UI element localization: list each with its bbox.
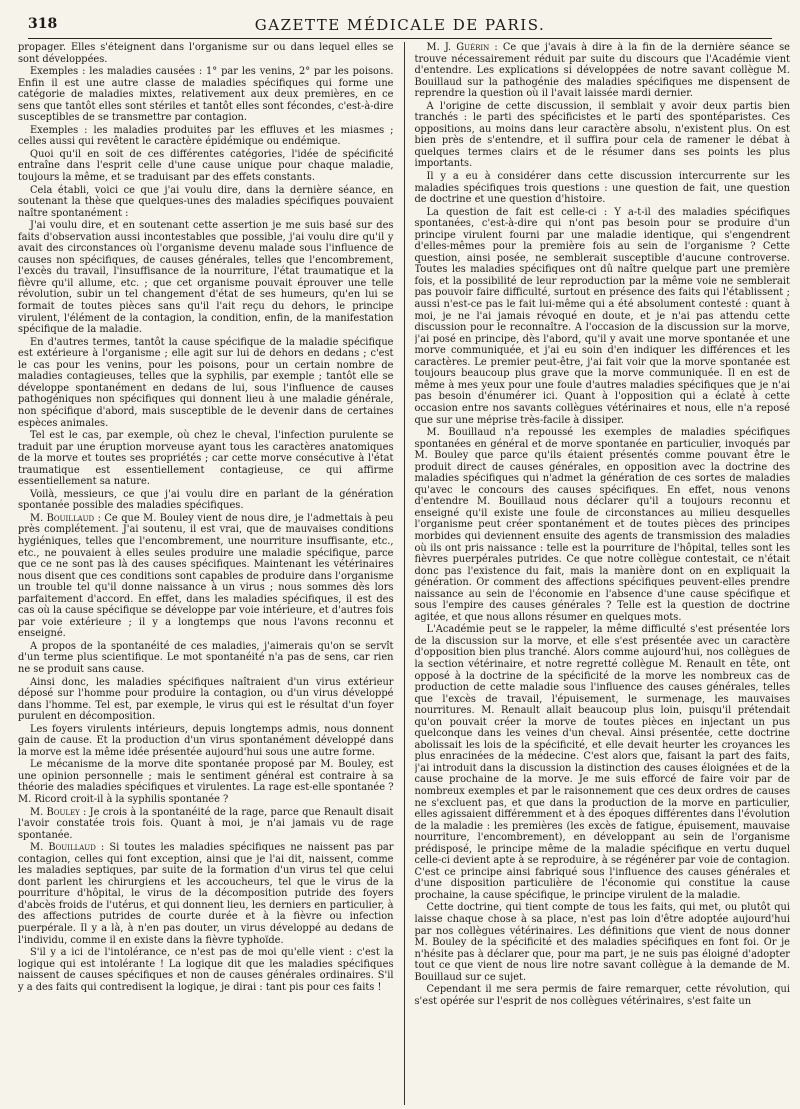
paragraph [18,430,394,488]
right-column [415,42,791,1105]
paragraph-text: L'Académie peut se le rappeler, la même difficulté s'est présentée lors de la discussion sur la morve, et elle s'est présentée avec un caractère d'opposition bien plus tranché. Alors comme aujourd'hui, nos collègues de la section vétérinaire, et notre regretté collègue M. Renault en tête, ont opposé à la doctrine de la spécificité de la morve les nombreux cas de production de cette maladie sous l'influence des causes générales, telles que l'excès de travail, l'épuisement, le surmenage, les mauvaises nourritures. M. Renault allait beaucoup plus loin, puisqu'il prétendait qu'on pouvait créer la morve de toutes pièces en injectant un pus quelconque dans les veines d'un cheval. Ainsi présentée, cette doctrine abolissait les lois de la spécificité, et elle devait heurter les croyances les plus enracinées de la médecine. C'est alors que, faisant la part des faits, j'ai introduit dans la discussion la distinction des causes éloignées et de la cause prochaine de la morve. Je me suis efforcé de faire voir par de nombreux exemples et par le raisonnement que ces deux ordres de causes ne s'excluent pas, et que dans la production de la morve en particulier, elles agissaient différemment et à des époques différentes dans l'évolution de la maladie : les premières (les excès de fatigue, épuisement, mauvaise nourriture, l'encombrement), en développant au sein de l'organisme prédisposé, le principe même de la maladie spécifique en vertu duquel celle-ci devient apte à se reproduire, à se régénérer par voie de contagion. C'est ce principe ainsi fabriqué sous l'influence des causes générales et d'une disposition particulière de l'économie qui constitue la cause prochaine, la cause spécifique, le principe virulent de la maladie. [414,624,790,901]
page-header [20,10,780,36]
paragraph [18,337,394,429]
paragraph-text: M. Bouillaud n'a repoussé les exemples de maladies spécifiques spontanées en général et de morve spontanée en particulier, invoqués par M. Bouley que parce qu'ils étaient présentés comme pouvant être le produit direct de causes générales, en opposition avec la doctrine des maladies spécifiques qui n'admet la génération de ces sortes de maladies qu'avec le concours des causes spécifiques. En effet, nous venons d'entendre M. Bouillaud nous déclarer qu'il a toujours reconnu et enseigné qu'il existe une foule de circonstances au milieu desquelles l'organisme peut créer spontanément et de toutes pièces des principes morbides qui deviennent ensuite des agents de transmission des maladies où ils ont pris naissance : telle est la pourriture de l'hôpital, telles sont les fièvres puerpérales putrides. Ce que notre collègue contestait, ce n'était donc pas l'existence du fait, mais la manière dont on en expliquait la génération. Or comment des affections spécifiques peuvent-elles prendre naissance au sein de l'économie en l'absence d'une cause spécifique et sous l'empire des causes générales ? Telle est la question de doctrine agitée, et que nous allons résumer en quelques mots. [414,427,790,623]
paragraph [415,427,791,623]
paragraph [415,624,791,901]
paragraph-text: : Je crois à la spontanéité de la rage, parce que Renault disait l'avoir constatée trois fois. Quant à moi, je n'ai jamais vu de rage spontanée. [18,806,394,841]
speaker-name: M. Bouillaud [30,512,95,524]
left-column [18,42,394,1105]
paragraph [18,842,394,946]
paragraph [18,724,394,759]
paragraph [18,947,394,993]
paragraph-text: A propos de la spontanéité de ces maladies, j'aimerais qu'on se servît d'un terme plus scientifique. Le mot spontanéité n'a pas de sens, car rien ne se produit sans cause. [18,640,394,675]
paragraph [18,513,394,640]
paragraph-text: Le mécanisme de la morve dite spontanée proposé par M. Bouley, est une opinion personnelle ; mais le sentiment général est contraire à sa théorie des maladies spécifiques et virulentes. La rage est-elle spontanée ? M. Ricord croit-il à la syphilis spontanée ? [18,759,394,805]
paragraph-text: Voilà, messieurs, ce que j'ai voulu dire en parlant de la génération spontanée possible des maladies spécifiques. [18,488,394,512]
paragraph [18,42,394,65]
paragraph-text: Cette doctrine, qui tient compte de tous les faits, qui met, ou plutôt qui laisse chaque chose à sa place, n'est pas loin d'être adoptée aujourd'hui par nos collègues vétérinaires. Les définitions que vient de nous donner M. Bouley de la spécificité et des maladies spécifiques en font foi. Or je n'hésite pas à déclarer que, pour ma part, je ne suis pas éloigné d'adopter tout ce que vient de nous lire notre savant collègue à la demande de M. Bouillaud sur ce sujet. [414,902,790,983]
paragraph [18,66,394,124]
paragraph [415,101,791,170]
paragraph [18,807,394,842]
paragraph [18,641,394,676]
paragraph-text: Exemples : les maladies produites par les effluves et les miasmes ; celles aussi qui revêtent le caractère épidémique ou endémique. [18,124,394,148]
paragraph-text: Cependant il me sera permis de faire remarquer, cette révolution, qui s'est opérée sur l'esprit de nos collègues vétérinaires, s'est faite un [414,984,790,1007]
paragraph-text: Tel est le cas, par exemple, où chez le cheval, l'infection purulente se traduit par une éruption morveuse ayant tous les caractères anatomiques de la morve et toutes ses propriétés ; car cette morve consécutive à l'état traumatique est essentiellement contagieuse, ce qui affirme essentiellement sa nature. [18,430,394,488]
paragraph [18,185,394,220]
column-divider [404,42,405,1105]
paragraph-text: En d'autres termes, tantôt la cause spécifique de la maladie spécifique est extérieure à l'organisme ; elle agit sur lui de dehors en dedans ; c'est le cas pour les venins, pour les poisons, pour un certain nombre de maladies contagieuses, telles que la syphilis, par exemple ; tantôt elle se développe spontanément en dedans de lui, sous l'influence de causes pathogéniques non spécifiques qui donnent lieu à une maladie générale, non spécifique d'abord, mais susceptible de le devenir dans de certaines espèces animales. [18,336,394,429]
paragraph-text: Exemples : les maladies causées : 1° par les venins, 2° par les poisons. Enfin il est une autre classe de maladies spécifiques qui forme une catégorie de maladies mixtes, relativement aux deux premières, en ce sens que tantôt elles sont stériles et tantôt elles sont fécondes, c'est-à-dire susceptibles de se transmettre par contagion. [18,66,394,124]
speaker-name: M. J. Guérin [426,42,490,53]
paragraph [18,220,394,335]
paragraph-text: A l'origine de cette discussion, il semblait y avoir deux partis bien tranchés : le parti des spécificistes et le parti des spontéparistes. Ces oppositions, au moins dans leur caractère absolu, n'existent plus. On est bien près de s'entendre, et il suffira pour cela de ramener le débat à quelques termes clairs et de le résumer dans ses points les plus importants. [414,100,790,170]
paragraph [415,207,791,426]
paragraph-text: : Si toutes les maladies spécifiques ne naissent pas par contagion, celles qui font exception, ainsi que je l'ai dit, naissent, comme les maladies septiques, par suite de la formation d'un virus tel que celui dont parlent les chirurgiens et les accoucheurs, tel que le virus de la pourriture d'hôpital, le virus de la décomposition putride des foyers d'abcès froids de l'utérus, et qui donnent lieu, les derniers en particulier, à des affections putrides de courte durée et à la fièvre ou infection puerpérale. Il y a là, à n'en pas douter, un virus développé au dedans de l'individu, comme il en existe dans la fièvre typhoïde. [18,842,394,946]
paragraph [415,902,791,983]
paragraph [18,677,394,723]
paragraph-text: : Ce que j'avais à dire à la fin de la dernière séance se trouve nécessairement réduit par suite du discours que l'Académie vient d'entendre. Les explications si développées de notre savant collègue M. Bouillaud sur la pathogénie des maladies spécifiques me dispensent de reprendre la question où il l'avait laissée mardi dernier. [414,42,790,100]
paragraph-text: Les foyers virulents intérieurs, depuis longtemps admis, nous donnent gain de cause. Et la production d'un virus spontanément développé dans la morve est la même idée présentée aujourd'hui sous une autre forme. [18,723,394,758]
paragraph [415,984,791,1007]
paragraph-text: Il y a eu à considérer dans cette discussion intercurrente sur les maladies spécifiques trois questions : une question de fait, une question de doctrine et une question d'histoire. [414,171,790,206]
paragraph-text: propager. Elles s'éteignent dans l'organisme sur ou dans lequel elles se sont développées. [18,42,394,65]
speaker-name: M. Bouley [30,806,80,818]
paragraph [415,171,791,206]
paragraph [18,759,394,805]
paragraph-text: S'il y a ici de l'intolérance, ce n'est pas de moi qu'elle vient : c'est la logique qui est intolérante ! La logique dit que les maladies spécifiques naissent de causes spécifiques et non de causes générales ordinaires. S'il y a des faits qui contredisent la logique, je dirai : tant pis pour ces faits ! [18,947,394,993]
paragraph-text: J'ai voulu dire, et en soutenant cette assertion je me suis basé sur des faits d'observation aussi incontestables que possible, j'ai voulu dire qu'il y avait des circonstances où l'organisme devenu malade sous l'influence de causes non spécifiques, de causes générales, telles que l'encombrement, l'excès du travail, l'insuffisance de la nourriture, l'état traumatique et la fièvre qu'il allume, etc. ; que cet organisme pouvait éprouver une telle révolution, subir un tel changement d'état de ses humeurs, qu'en lui se formait de toutes pièces sans qu'il l'ait reçu du dehors, le principe virulent, l'élément de la contagion, la condition, enfin, de la manifestation spécifique de la maladie. [18,220,394,336]
speaker-name: M. Bouillaud [30,842,96,854]
paragraph-text: Ainsi donc, les maladies spécifiques naîtraient d'un virus extérieur déposé sur l'homme pour produire la contagion, ou d'un virus développé dans l'homme. Tel est, par exemple, le virus qui est le résultat d'un foyer purulent en décomposition. [18,676,394,723]
paragraph [18,149,394,184]
paragraph-text: : Ce que M. Bouley vient de nous dire, je l'admettais à peu près complétement. J'ai soutenu, il est vrai, que de mauvaises conditions hygiéniques, telles que l'encombrement, une nourriture insuffisante, etc., etc., ne pouvaient à elles seules produire une maladie spécifique, parce que ce ne sont pas là des causes spécifiques. Maintenant les vétérinaires nous disent que ces conditions sont capables de produire dans l'organisme un trouble tel qu'il donne naissance à un virus ; nous sommes dès lors parfaitement d'accord. En effet, dans les maladies spécifiques, il est des cas où la cause spécifique se développe par voie intérieure, et d'autres fois par voie extérieure ; il y a longtemps que nous l'avons reconnu et enseigné. [18,512,394,640]
paragraph [415,42,791,100]
paragraph-text: Cela établi, voici ce que j'ai voulu dire, dans la dernière séance, en soutenant la thèse que quelques-unes des maladies spécifiques pouvaient naître spontanément : [18,184,394,219]
page-number: 318 [28,16,58,32]
columns [18,42,790,1105]
journal-title: GAZETTE MÉDICALE DE PARIS. [254,16,546,34]
paragraph [18,489,394,512]
header-rule [28,38,772,39]
paragraph [18,125,394,148]
paragraph-text: La question de fait est celle-ci : Y a-t-il des maladies spécifiques spontanées, c'est-à-dire qui n'ont pas besoin pour se produire d'un principe virulent fourni par une maladie identique, qui s'engendrent d'elles-mêmes pour la première fois au sein de l'organisme ? Cette question, ainsi posée, ne semblerait susceptible d'aucune controverse. Toutes les maladies spécifiques ont dû naître quelque part une première fois, et la possibilité de leur reproduction par la même voie ne semblerait pas pouvoir faire difficulté, surtout en présence des faits qui l'établissent ; aussi n'est-ce pas le fait lui-même qui a été absolument contesté : quant à moi, je ne l'ai jamais révoqué en doute, et je n'ai pas attendu cette discussion pour le reconnaître. A l'occasion de la discussion sur la morve, j'ai posé en principe, dès l'abord, qu'il y avait une morve spontanée et une morve communiquée, et j'ai eu soin d'en indiquer les différences et les caractères. Le premier peut-être, j'ai fait voir que la morve spontanée est toujours beaucoup plus grave que la morve communiquée. Il en est de même à mes yeux pour une foule d'autres maladies spécifiques que je n'ai pas besoin d'énumérer ici. Quant à l'opposition qui a éclaté à cette occasion entre nos savants collègues vétérinaires et nous, elle n'a reposé que sur une méprise très-facile à dissiper. [414,206,790,426]
paragraph-text: Quoi qu'il en soit de ces différentes catégories, l'idée de spécificité entraîne dans l'esprit celle d'une cause unique pour chaque maladie, toujours la même, et se traduisant par des effets constants. [18,148,394,184]
